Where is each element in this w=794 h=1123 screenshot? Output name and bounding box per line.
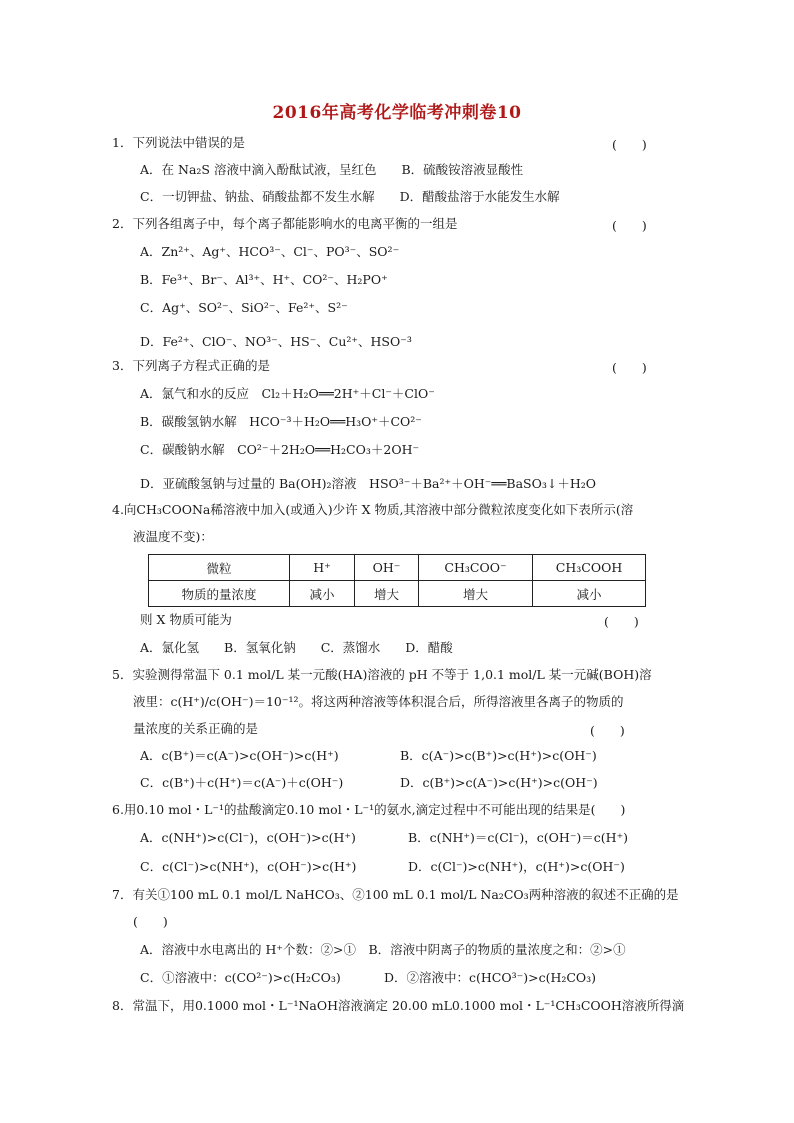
q2-option-a: A．Zn²⁺、Ag⁺、HCO³⁻、Cl⁻、PO³⁻、SO²⁻ bbox=[140, 244, 400, 259]
q2-option-c: C．Ag⁺、SO²⁻、SiO²⁻、Fe²⁺、S²⁻ bbox=[140, 300, 348, 315]
q4-table bbox=[148, 554, 646, 607]
page-title: 2016年高考化学临考冲刺卷10 bbox=[272, 103, 522, 123]
q5-stem-line3: 量浓度的关系正确的是 bbox=[133, 721, 259, 736]
table-header-cell: OH⁻ bbox=[355, 555, 419, 581]
q7-option-c: C．①溶液中：c(CO²⁻)>c(H₂CO₃) bbox=[140, 970, 341, 985]
q4-stem-line2: 液温度不变)： bbox=[133, 529, 213, 544]
q5-option-d: D．c(B⁺)>c(A⁻)>c(H⁺)>c(OH⁻) bbox=[400, 775, 598, 790]
q7-option-d: D．②溶液中：c(HCO³⁻)>c(H₂CO₃) bbox=[384, 970, 597, 985]
q3-option-d: D．亚硫酸氢钠与过量的 Ba(OH)₂溶液 HSO³⁻＋Ba²⁺＋OH⁻══BaSO₃↓＋H₂O bbox=[140, 476, 597, 491]
table-row bbox=[149, 581, 646, 607]
q6-option-c: C．c(Cl⁻)>c(NH⁺)，c(OH⁻)>c(H⁺) bbox=[140, 859, 357, 874]
q4-options: A．氯化氢 B．氢氧化钠 C．蒸馏水 D．醋酸 bbox=[140, 640, 453, 655]
q6-option-b: B．c(NH⁺)＝c(Cl⁻)，c(OH⁻)＝c(H⁺) bbox=[408, 830, 629, 845]
q1-blank: ( ) bbox=[612, 137, 647, 152]
q2-option-d: D．Fe²⁺、ClO⁻、NO³⁻、HS⁻、Cu²⁺、HSO⁻³ bbox=[140, 334, 412, 349]
table-cell: 物质的量浓度 bbox=[149, 581, 290, 607]
table-header-row bbox=[149, 555, 646, 581]
q7-blank: ( ) bbox=[133, 914, 168, 929]
table-cell: 增大 bbox=[355, 581, 419, 607]
q6-stem: 6.用0.10 mol・L⁻¹的盐酸滴定0.10 mol・L⁻¹的氨水,滴定过程中不可能出现的结果是( ) bbox=[112, 802, 626, 817]
q2-blank: ( ) bbox=[612, 218, 647, 233]
q1-options-ab: A．在 Na₂S 溶液中滴入酚酞试液，呈红色 B．硫酸铵溶液显酸性 bbox=[140, 162, 524, 177]
q4-blank: ( ) bbox=[604, 614, 639, 629]
q5-blank: ( ) bbox=[590, 723, 625, 738]
q3-option-b: B．碳酸氢钠水解 HCO⁻³＋H₂O══H₃O⁺＋CO²⁻ bbox=[140, 414, 422, 429]
q7-stem: 7．有关①100 mL 0.1 mol/L NaHCO₃、②100 mL 0.1 mol/L Na₂CO₃两种溶液的叙述不正确的是 bbox=[112, 887, 679, 902]
q6-option-a: A．c(NH⁺)>c(Cl⁻)，c(OH⁻)>c(H⁺) bbox=[140, 830, 356, 845]
q5-stem-line2: 液里：c(H⁺)/c(OH⁻)＝10⁻¹²。将这两种溶液等体积混合后，所得溶液里各离子的物质的 bbox=[133, 694, 624, 709]
q2-option-b: B．Fe³⁺、Br⁻、Al³⁺、H⁺、CO²⁻、H₂PO⁺ bbox=[140, 272, 388, 287]
q2-stem: 2．下列各组离子中，每个离子都能影响水的电离平衡的一组是 bbox=[112, 216, 458, 231]
q5-option-a: A．c(B⁺)＝c(A⁻)>c(OH⁻)>c(H⁺) bbox=[140, 748, 339, 763]
table-cell: 增大 bbox=[419, 581, 533, 607]
q4-ask: 则 X 物质可能为 bbox=[140, 612, 232, 627]
q6-option-d: D．c(Cl⁻)>c(NH⁺)，c(H⁺)>c(OH⁻) bbox=[408, 859, 625, 874]
q1-options-cd: C．一切钾盐、钠盐、硝酸盐都不发生水解 D．醋酸盐溶于水能发生水解 bbox=[140, 189, 560, 204]
table-header-cell: 微粒 bbox=[149, 555, 290, 581]
table-header-cell: H⁺ bbox=[290, 555, 355, 581]
table-header-cell: CH₃COO⁻ bbox=[419, 555, 533, 581]
table-cell: 减小 bbox=[290, 581, 355, 607]
table-cell: 减小 bbox=[533, 581, 646, 607]
q7-options-ab: A．溶液中水电离出的 H⁺个数：②>① B．溶液中阴离子的物质的量浓度之和：②>① bbox=[140, 942, 626, 957]
table-header-cell: CH₃COOH bbox=[533, 555, 646, 581]
q3-option-c: C．碳酸钠水解 CO²⁻＋2H₂O══H₂CO₃＋2OH⁻ bbox=[140, 442, 420, 457]
q3-blank: ( ) bbox=[612, 360, 647, 375]
q4-stem-line1: 4.向CH₃COONa稀溶液中加入(或通入)少许 X 物质,其溶液中部分微粒浓度变化如下表所示(溶 bbox=[112, 502, 634, 517]
q5-option-c: C．c(B⁺)＋c(H⁺)＝c(A⁻)＋c(OH⁻) bbox=[140, 775, 344, 790]
q1-stem: 1．下列说法中错误的是 bbox=[112, 135, 245, 150]
q5-option-b: B．c(A⁻)>c(B⁺)>c(H⁺)>c(OH⁻) bbox=[400, 748, 597, 763]
q3-stem: 3．下列离子方程式正确的是 bbox=[112, 358, 270, 373]
q5-stem-line1: 5．实验测得常温下 0.1 mol/L 某一元酸(HA)溶液的 pH 不等于 1,0.1 mol/L 某一元碱(BOH)溶 bbox=[112, 667, 652, 682]
q3-option-a: A．氯气和水的反应 Cl₂＋H₂O══2H⁺＋Cl⁻＋ClO⁻ bbox=[140, 386, 435, 401]
q8-stem: 8．常温下，用0.1000 mol・L⁻¹NaOH溶液滴定 20.00 mL0.1000 mol・L⁻¹CH₃COOH溶液所得滴 bbox=[112, 998, 685, 1013]
